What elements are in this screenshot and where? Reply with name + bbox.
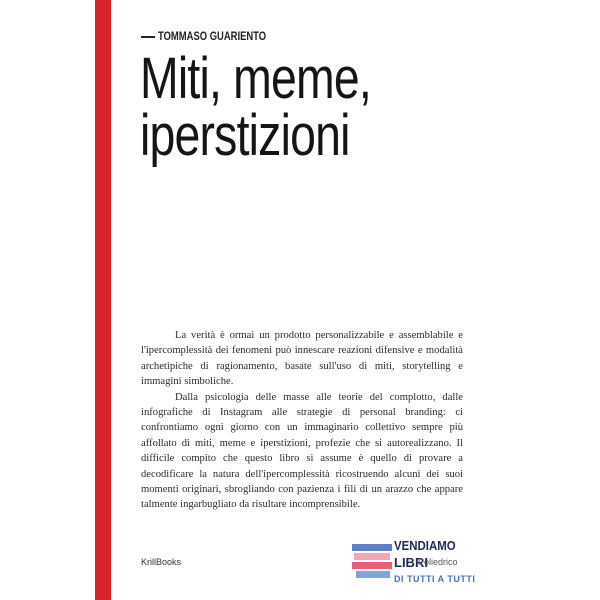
badge-line-2: LIBRI [394, 555, 428, 570]
red-spine-band [95, 0, 111, 600]
badge-line-1: VENDIAMO [394, 538, 456, 553]
book-title [140, 46, 371, 168]
blurb-paragraph-1: La verità è ormai un prodotto personalizzabile e assemblabile e l'ipercomplessità dei fenomeni può innescare reazioni difensive e modalità archetipiche di ragionamento, basate sull'uso di miti, storytelling e immagini simboliche. [141, 330, 463, 388]
badge-stripe-red [352, 562, 392, 569]
author-dash [141, 36, 155, 38]
title-line-1: Miti, meme, [140, 46, 371, 111]
badge-stripe-blue [352, 544, 392, 551]
publisher-name: KrillBooks [141, 557, 182, 567]
badge-tagline: DI TUTTI A TUTTI [394, 574, 476, 584]
title-line-2: iperstizioni [140, 103, 350, 168]
author-name: TOMMASO GUARIENTO [158, 31, 267, 43]
seller-watermark-badge [352, 536, 512, 594]
back-blurb [141, 328, 463, 513]
blurb-paragraph-2: Dalla psicologia delle masse alle teorie del complotto, dalle infografiche di Instagram alle strategie di personal branding: ci confrontiamo ogni giorno con un immaginario collettivo sempre più affollato di miti, meme e iperstizioni, profezie che si autorealizzano. Il difficile compito che questo libro si assume è quello di provare a decodificare la natura dell'ipercomplessità ricostruendo alcuni dei suoi momenti originari, sbrogliando con pazienza i fili di un arazzo che appare talmente ingarbugliato da risultare incomprensibile. [141, 391, 463, 511]
badge-stripe-pink [354, 553, 390, 560]
author-row [141, 31, 290, 43]
badge-stripe-lightblue [356, 571, 390, 578]
badge-overlay-text: Poliedrico [418, 557, 458, 567]
